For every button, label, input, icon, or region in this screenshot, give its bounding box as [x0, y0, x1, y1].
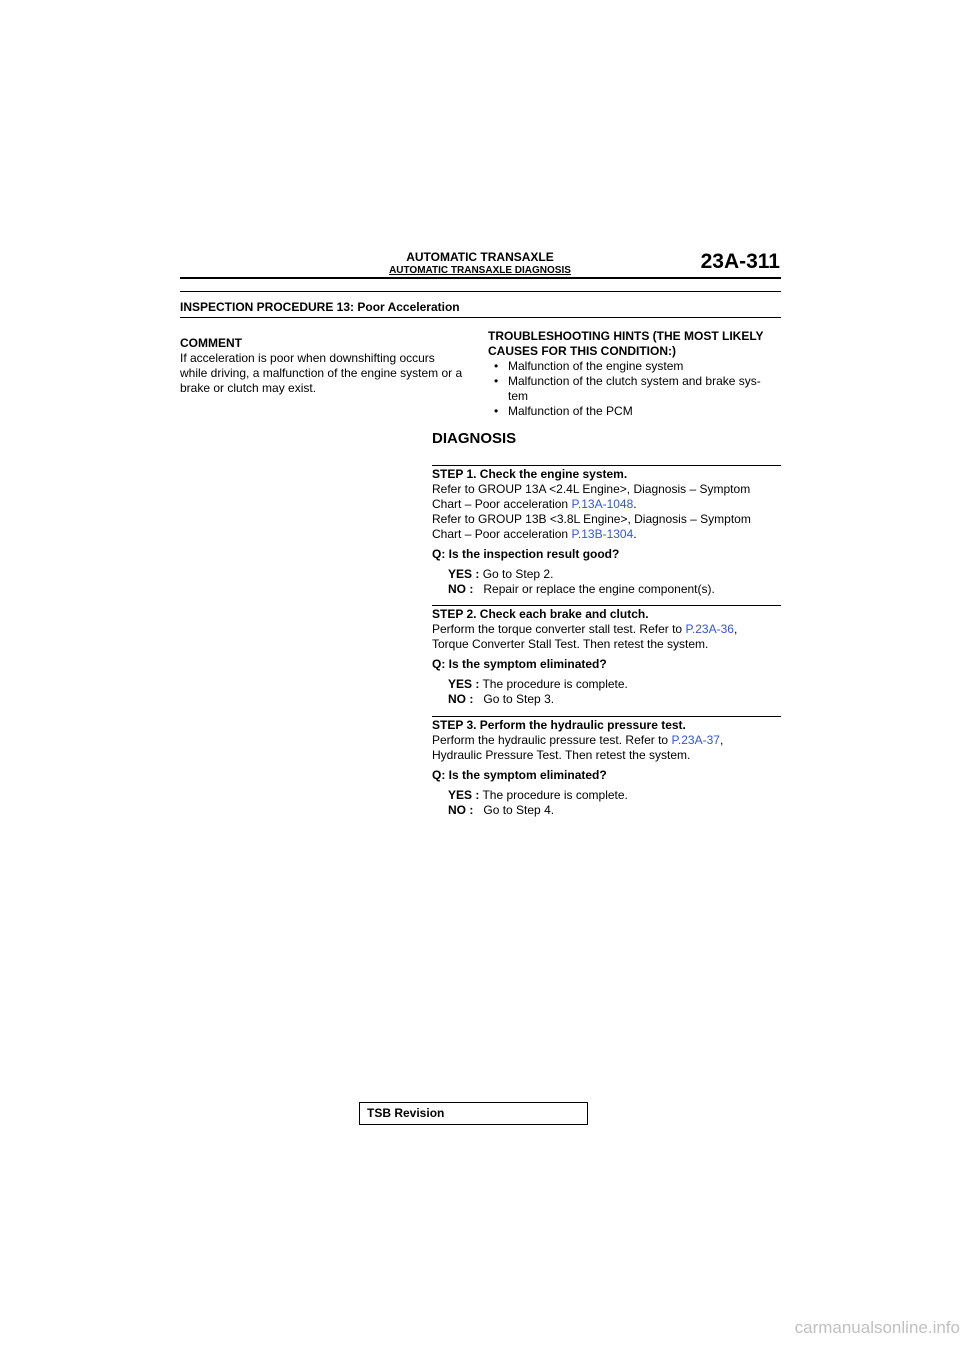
step-text: Perform the torque converter stall test. Refer to P.23A-36, [432, 622, 738, 636]
answer-no: NO : Go to Step 3. [448, 692, 555, 706]
step-divider [432, 465, 781, 466]
step-text: Refer to GROUP 13B <3.8L Engine>, Diagnosis – Symptom [432, 512, 751, 526]
section-title: INSPECTION PROCEDURE 13: Poor Acceleration [180, 300, 460, 314]
list-item: • Malfunction of the engine system [494, 359, 684, 373]
step-title: STEP 3. Perform the hydraulic pressure test. [432, 718, 686, 732]
step-title: STEP 2. Check each brake and clutch. [432, 607, 649, 621]
step-text: Refer to GROUP 13A <2.4L Engine>, Diagnosis – Symptom [432, 482, 751, 496]
tsb-revision-box [359, 1102, 588, 1125]
troubleshooting-hints [488, 329, 780, 419]
step-2 [432, 607, 781, 707]
step-3 [432, 718, 781, 818]
hints-list [488, 359, 780, 419]
step-question: Q: Is the symptom eliminated? [432, 657, 607, 671]
bullet-icon: • [494, 374, 499, 388]
answer-no: NO : Repair or replace the engine component(s). [448, 582, 715, 596]
step-title: STEP 1. Check the engine system. [432, 467, 628, 481]
step-question: Q: Is the symptom eliminated? [432, 768, 607, 782]
hints-heading: CAUSES FOR THIS CONDITION:) [488, 344, 676, 358]
header-rule [180, 277, 781, 279]
answer-no: NO : Go to Step 4. [448, 803, 555, 817]
answer-yes: YES : The procedure is complete. [448, 677, 628, 691]
list-item: • Malfunction of the clutch system and brake sys- tem [494, 374, 761, 403]
page-reference-link[interactable]: P.23A-36 [685, 622, 734, 636]
header-title: AUTOMATIC TRANSAXLE [406, 250, 554, 264]
step-question: Q: Is the inspection result good? [432, 547, 620, 561]
step-divider [432, 605, 781, 606]
step-answers [432, 788, 781, 818]
list-item-continuation: tem [508, 389, 529, 403]
tsb-revision-label: TSB Revision [367, 1106, 445, 1120]
diagnosis-heading: DIAGNOSIS [432, 430, 517, 447]
step-answers [432, 677, 781, 707]
step-text: Perform the hydraulic pressure test. Refer to P.23A-37, [432, 733, 724, 747]
comment-line: while driving, a malfunction of the engine system or a [180, 366, 463, 380]
step-1 [432, 467, 781, 597]
step-text: Torque Converter Stall Test. Then retest the system. [432, 637, 709, 651]
answer-yes: YES : The procedure is complete. [448, 788, 628, 802]
step-divider [432, 716, 781, 717]
step-text: Hydraulic Pressure Test. Then retest the system. [432, 748, 691, 762]
answer-yes: YES : Go to Step 2. [448, 567, 554, 581]
step-text: Chart – Poor acceleration P.13A-1048. [432, 497, 637, 511]
comment-line: brake or clutch may exist. [180, 381, 317, 395]
hints-heading: TROUBLESHOOTING HINTS (THE MOST LIKELY [488, 329, 764, 343]
comment-block [180, 336, 470, 396]
header-subtitle: AUTOMATIC TRANSAXLE DIAGNOSIS [389, 265, 571, 276]
page-number: 23A-311 [700, 250, 780, 273]
site-watermark: carmanualsonline.info [794, 1318, 960, 1337]
bullet-icon: • [494, 404, 499, 418]
bullet-icon: • [494, 359, 499, 373]
section-rule-top [180, 291, 781, 292]
comment-heading: COMMENT [180, 336, 242, 350]
page-reference-link[interactable]: P.23A-37 [671, 733, 720, 747]
step-text: Chart – Poor acceleration P.13B-1304. [432, 527, 637, 541]
section-rule-bottom [180, 317, 781, 318]
page-reference-link[interactable]: P.13B-1304 [571, 527, 634, 541]
step-answers [432, 567, 781, 597]
comment-line: If acceleration is poor when downshifting occurs [180, 351, 435, 365]
list-item: • Malfunction of the PCM [494, 404, 633, 418]
page-reference-link[interactable]: P.13A-1048 [571, 497, 634, 511]
